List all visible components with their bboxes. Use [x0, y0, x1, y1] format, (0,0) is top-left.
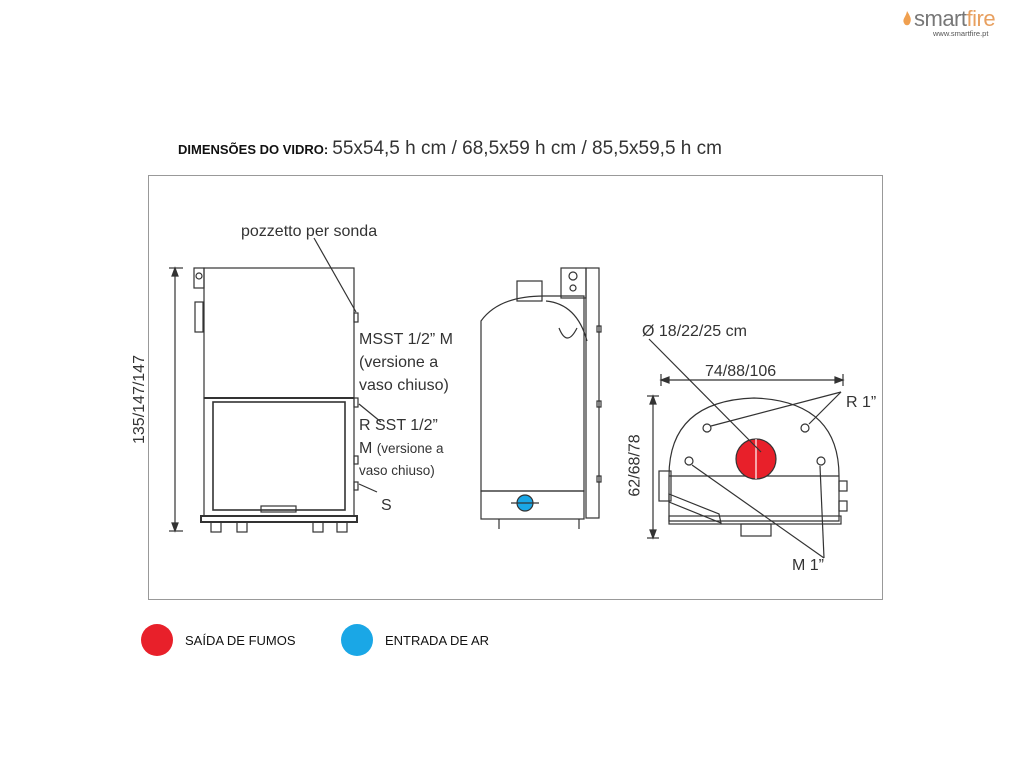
fitting-r1-right: [801, 424, 809, 432]
front-firebox: [204, 398, 354, 516]
legend-item-smoke-outlet: [141, 624, 296, 656]
label-rsst-line1: R SST 1/2”: [359, 417, 438, 434]
front-view: [169, 268, 358, 532]
leader-s: [359, 484, 377, 492]
label-m1: M 1”: [792, 557, 824, 574]
leader-r1-b: [711, 392, 841, 426]
label-rsst-m: M: [359, 440, 373, 457]
front-glass: [213, 402, 345, 510]
brand-name-part1: smart: [914, 6, 967, 31]
fitting-m1-right: [817, 457, 825, 465]
diagram-frame: [130, 175, 883, 600]
leader-m1-b: [820, 466, 824, 558]
leader-pozzetto: [314, 238, 356, 312]
label-s: S: [381, 497, 392, 514]
blue-circle-icon: [341, 624, 373, 656]
label-msst-line3: vaso chiuso): [359, 377, 449, 394]
brand-url: www.smartfire.pt: [933, 29, 989, 38]
fitting-m1-left: [685, 457, 693, 465]
legend-label-smoke-outlet: SAÍDA DE FUMOS: [185, 632, 296, 648]
label-msst-line2: (versione a: [359, 354, 439, 371]
red-circle-icon: [141, 624, 173, 656]
front-upper-body: [204, 268, 354, 398]
side-view: [481, 268, 601, 529]
label-height-dimension: 135/147/147: [130, 355, 148, 444]
label-width-dimension: 74/88/106: [705, 363, 777, 380]
label-pozzetto: pozzetto per sonda: [241, 223, 378, 240]
label-rsst-line2: [359, 439, 444, 458]
legend-item-air-inlet: [341, 624, 489, 656]
side-body: [481, 296, 584, 491]
leader-diameter: [649, 339, 761, 452]
legend-label-air-inlet: ENTRADA DE AR: [385, 632, 490, 648]
label-msst-line1: MSST 1/2” M: [359, 331, 453, 348]
flame-logo-icon: [902, 11, 912, 27]
glass-dimensions-label: DIMENSÕES DO VIDRO:: [178, 142, 329, 157]
fitting-r1-left: [703, 424, 711, 432]
label-rsst-line3: vaso chiuso): [359, 463, 435, 478]
brand-name-part2: fire: [966, 6, 996, 31]
glass-dimensions-title: [178, 138, 722, 160]
label-diameter: Ø 18/22/25 cm: [642, 323, 747, 340]
label-rsst-versione: (versione a: [376, 441, 444, 456]
label-depth-dimension: 62/68/78: [626, 434, 644, 497]
label-r1: R 1”: [846, 394, 877, 411]
glass-dimensions-value: 55x54,5 h cm / 68,5x59 h cm / 85,5x59,5 h cm: [332, 138, 722, 159]
